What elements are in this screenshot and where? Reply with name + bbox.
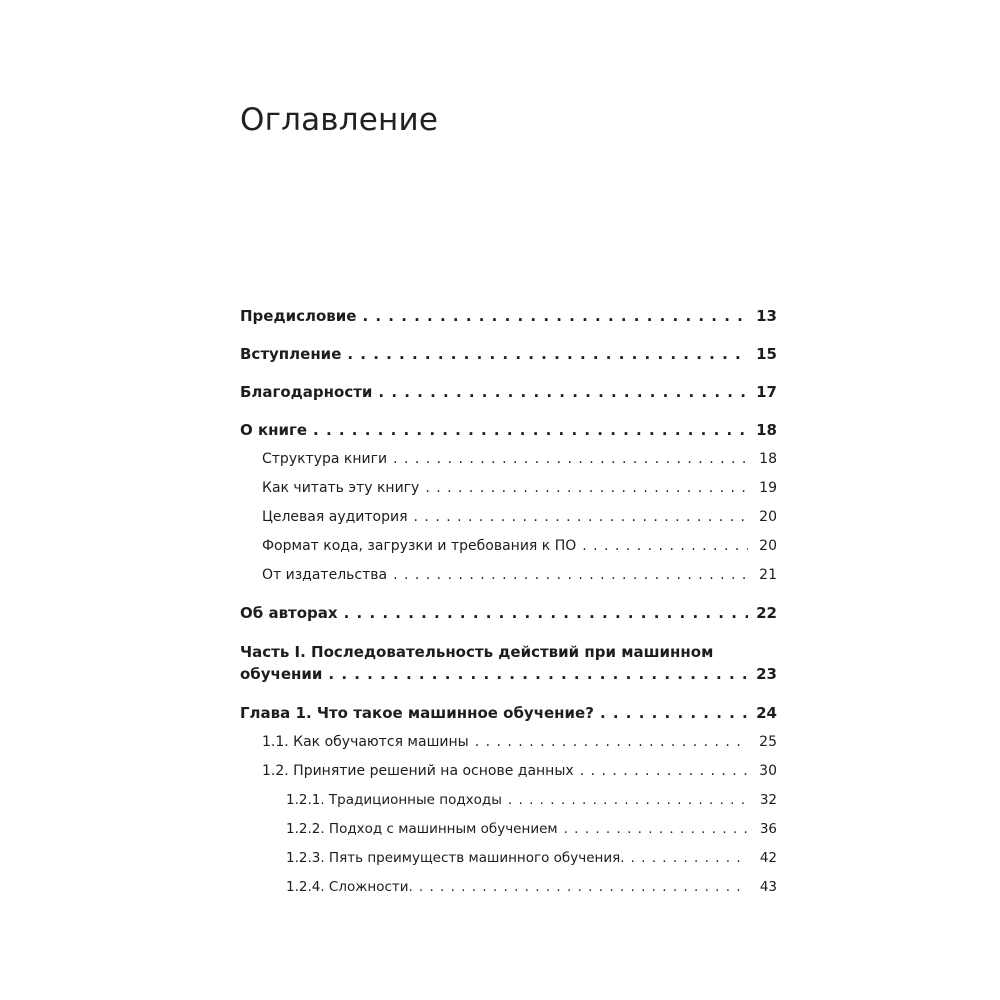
toc-entry-label: От издательства [262, 567, 388, 583]
dot-leader [414, 507, 748, 527]
toc-entry [240, 536, 777, 556]
dot-leader [378, 382, 748, 402]
toc-entry-label: Вступление [240, 345, 342, 363]
dot-leader [419, 877, 748, 897]
dot-leader [600, 703, 748, 723]
toc-entry [240, 848, 777, 868]
toc-entry-label: Глава 1. Что такое машинное обучение? [240, 704, 594, 722]
dot-leader [362, 306, 748, 326]
toc-entry-page: 23 [756, 665, 777, 683]
toc-entry-label: 1.2.1. Традиционные подходы [286, 792, 502, 808]
toc-entry [240, 565, 777, 585]
toc-entry-part [240, 641, 777, 685]
toc-entry-page: 20 [759, 538, 777, 554]
dot-leader [393, 449, 748, 469]
toc-entry-label: Как читать эту книгу [262, 480, 420, 496]
toc-entry-label: Формат кода, загрузки и требования к ПО [262, 538, 577, 554]
dot-leader [564, 819, 748, 839]
toc-entry-label: Часть I. Последовательность действий при машинном [240, 643, 714, 661]
toc-entry [240, 790, 777, 810]
toc-entry-page: 22 [756, 604, 777, 622]
toc-entry [240, 449, 777, 469]
toc-entry [240, 478, 777, 498]
toc-entry-label: 1.2.4. Сложности. [286, 879, 413, 895]
toc-entry-page: 42 [759, 850, 777, 866]
toc-entry-continuation-line [240, 663, 777, 685]
toc-entry [240, 344, 777, 364]
toc-entry-page: 36 [759, 821, 777, 837]
toc-entry-page: 15 [756, 345, 777, 363]
toc-entry [240, 819, 777, 839]
toc-entry-label-continuation: обучении [240, 665, 323, 683]
dot-leader [475, 732, 748, 752]
toc-entry [240, 507, 777, 527]
toc-entry-label: 1.1. Как обучаются машины [262, 734, 469, 750]
dot-leader [393, 565, 748, 585]
toc-entry [240, 382, 777, 402]
dot-leader [631, 848, 748, 868]
toc-entry [240, 732, 777, 752]
dot-leader [425, 478, 748, 498]
page-title: Оглавление [240, 102, 439, 138]
toc-entry-label: Предисловие [240, 307, 357, 325]
toc-entry-page: 19 [759, 480, 777, 496]
toc-entry-page: 18 [759, 451, 777, 467]
toc-entry [240, 761, 777, 781]
toc-entry-page: 18 [756, 421, 777, 439]
toc-entry [240, 603, 777, 623]
dot-leader [347, 344, 748, 364]
dot-leader [580, 761, 748, 781]
toc-entry-page: 13 [756, 307, 777, 325]
toc-entry [240, 420, 777, 440]
toc-entry-label: 1.2.2. Подход с машинным обучением [286, 821, 558, 837]
dot-leader [328, 663, 748, 685]
toc-entry [240, 703, 777, 723]
toc-entry-page: 21 [759, 567, 777, 583]
toc-entry-label: Об авторах [240, 604, 338, 622]
toc-entry [240, 306, 777, 326]
dot-leader [344, 603, 748, 623]
toc-entry-page: 25 [759, 734, 777, 750]
toc-entry-label: Целевая аудитория [262, 509, 408, 525]
toc-entry [240, 877, 777, 897]
page-content [240, 0, 777, 897]
dot-leader [582, 536, 748, 556]
toc-entry-label: О книге [240, 421, 308, 439]
toc-entry-label: 1.2.3. Пять преимуществ машинного обучения. [286, 850, 625, 866]
toc-entry-page: 24 [756, 704, 777, 722]
toc-entry-label: Благодарности [240, 383, 373, 401]
toc-entry-page: 43 [759, 879, 777, 895]
dot-leader [508, 790, 748, 810]
toc-entry-label: Структура книги [262, 451, 388, 467]
toc-entry-page: 32 [759, 792, 777, 808]
toc-entry-page: 30 [759, 763, 777, 779]
toc-entry-label: 1.2. Принятие решений на основе данных [262, 763, 574, 779]
toc-list [240, 306, 777, 897]
toc-entry-page: 20 [759, 509, 777, 525]
toc-entry-page: 17 [756, 383, 777, 401]
dot-leader [313, 420, 748, 440]
